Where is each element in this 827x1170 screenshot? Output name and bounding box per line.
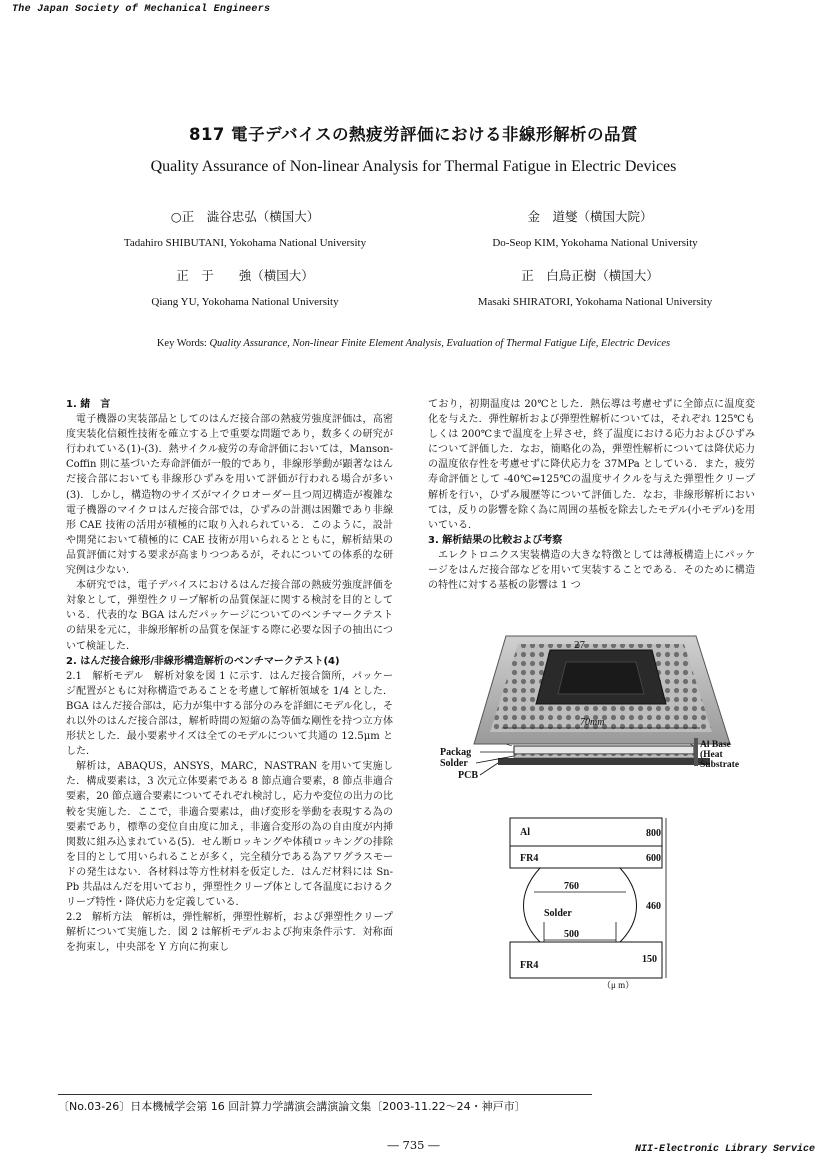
section-2-2-paragraph-1: 2.2 解析方法 解析は，弾性解析，弾塑性解析，および弾塑性クリープ解析について実施した．図 2 は解析モデルおよび拘束条件示す．対称面を拘束し，中央部を Y 方向に拘束し	[66, 912, 393, 954]
footer-citation: 〔No.03-26〕日本機械学会第 16 回計算力学講演会講演論文集〔2003-11.22～24・神戸市〕	[58, 1100, 526, 1113]
label-fr4-top: FR4	[520, 853, 539, 864]
label-600: 600	[646, 853, 661, 864]
author-1-name: ○正 澁谷忠弘（横国大）	[170, 209, 320, 224]
right-column	[428, 397, 755, 593]
label-fr4-bottom: FR4	[520, 960, 539, 971]
section-3-heading: 3. 解析結果の比較および考察	[428, 534, 563, 546]
section-solder	[514, 754, 694, 758]
library-service: NII-Electronic Library Service	[634, 1144, 815, 1155]
title-english: Quality Assurance of Non-linear Analysis for Thermal Fatigue in Electric Devices	[150, 158, 677, 175]
label-150: 150	[642, 954, 657, 965]
layer-al	[510, 818, 662, 846]
dimension-top-label: 27	[574, 639, 585, 651]
solder-ball-outline	[524, 868, 637, 942]
keywords-label: Key Words:	[156, 338, 207, 349]
figure-1-package	[438, 632, 758, 792]
label-al: Al	[520, 827, 530, 838]
bga-chip	[558, 662, 644, 694]
section-al-base	[694, 738, 698, 766]
page-number: ― 735 ―	[387, 1138, 440, 1152]
label-package: Packag	[440, 747, 472, 758]
label-800: 800	[646, 828, 661, 839]
section-2-heading: 2. はんだ接合線形/非線形構造解析のベンチマークテスト(4)	[66, 655, 340, 667]
label-al-base: Al Base	[700, 740, 731, 750]
author-2-name: 金 道燮（横国大院）	[527, 209, 653, 224]
title-japanese: 817 電子デバイスの熱疲労評価における非線形解析の品質	[188, 125, 639, 144]
figure-2-dimensions	[500, 812, 700, 990]
author-4-name: 正 白鳥正樹（横国大）	[521, 268, 659, 283]
section-2-1-paragraph-2: 解析は，ABAQUS，ANSYS，MARC，NASTRAN を用いて実施した．構成要素は，3 次元立体要素である 8 節点適合要素，8 節点非適合要素，20 節点適合要素についてそれぞれ検討し，応力や変位の出力の比較を実施した．ここで，非適合要素は，曲げ変形を挙動を表現する為の要素であり，標準の変位自由度に加え，非適合変形の為の自由度が内挿関数に組み込まれている(5)．せん断ロッキングや体積ロッキングの排除を目的として用いられることが多く，完全積分である為アワグラスモードの発生はない．各材料は等方性材料を仮定した．はんだ材料には Sn-Pb 共晶はんだを用いており，弾塑性クリープ体として各温度におけるクリープ特性・降伏応力を定義している．	[66, 761, 393, 909]
dimension-bottom-label: 70mm	[580, 717, 605, 728]
label-pcb: PCB	[458, 770, 478, 781]
arrow-pcb	[480, 763, 498, 775]
label-500: 500	[564, 929, 579, 940]
left-column	[66, 397, 393, 955]
label-heat: (Heat	[700, 750, 723, 760]
author-3-name: 正 于 強（横国大）	[176, 268, 314, 283]
section-2-1-paragraph-1: 2.1 解析モデル 解析対象を図 1 に示す．はんだ接合箇所，パッケージ配置がともに対称構造であることを考慮して解析領域を 1/4 とした．BGA はんだ接合部は，応力が集中する部分のみを詳細にモデル化し，それ以外のはんだ接合部は，解析時間の短縮の為等価な剛性を持つ立方体形状とした．最小要素サイズは全てのモデルについて共通の 12.5μm とした．	[66, 670, 393, 758]
section-1-paragraph-1: 電子機器の実装部品としてのはんだ接合部の熱疲労強度評価は，高密度実装化信頼性技術を確立する上で重要な問題であり，数多くの研究が行われている(1)-(3)．熱サイクル疲労の寿命評価においては，Manson-Coffin 則に基づいた寿命評価が一般的であり，非線形挙動が顕著なはんだ接合部においても非線形ひずみを用いて評価が行われる場合が多い(3)．しかし，構造物のサイズがマイクロオーダー且つ周辺構造が複雑な電子機器のマイクロはんだ接合部では，ひずみの計測は困難であり非線形 CAE 技術の活用が積極的に取り入れられている．このように，設計や開発において積極的に CAE 技術が用いられるとともに，解析結果の品質評価に対する要求が高まりつつあるが，それについての体系的な研究例は少ない．	[66, 414, 393, 577]
section-pcb	[498, 758, 710, 765]
unit-label: （μ m）	[602, 980, 635, 990]
author-2-affiliation: Do-Seop KIM, Yokohama National University	[492, 237, 698, 249]
label-solder: Solder	[544, 908, 572, 919]
section-package	[514, 746, 694, 754]
label-substrate: Substrate	[700, 760, 740, 770]
keywords-list: Quality Assurance, Non-linear Finite Element Analysis, Evaluation of Thermal Fatigue Life, Electric Devices	[209, 338, 671, 349]
footer-divider	[58, 1094, 592, 1095]
author-3-affiliation: Qiang YU, Yokohama National University	[151, 296, 339, 308]
author-4-affiliation: Masaki SHIRATORI, Yokohama National University	[477, 296, 713, 308]
section-1-paragraph-2: 本研究では，電子デバイスにおけるはんだ接合部の熱疲労強度評価を対象として，弾塑性クリープ解析の品質保証に関する検討を目的としている．代表的な BGA はんだパッケージについてのベンチマークテストの結果を元に，非線形解析の品質を保証する際に必要な因子の抽出について検証した．	[66, 580, 393, 652]
section-1-heading: 1. 緒 言	[66, 399, 111, 410]
author-1-affiliation: Tadahiro SHIBUTANI, Yokohama National University	[123, 237, 367, 249]
society-header: The Japan Society of Mechanical Engineers	[12, 4, 271, 15]
label-solder: Solder	[440, 758, 468, 769]
label-460: 460	[646, 901, 661, 912]
right-paragraph-1: ており，初期温度は 20℃とした．熱伝導は考慮せずに全節点に温度変化を与えた．弾性解析および弾塑性解析については，それぞれ 125℃もしくは 200℃まで温度を上昇させ，終了温度における応力およびひずみについて評価した．なお，簡略化の為，弾塑性解析については降伏応力の温度依存性を考慮せずに降伏応力を 37MPa としている．また，疲労寿命評価として -40℃⇔125℃の温度サイクルを与えた弾塑性クリープ解析を行い，ひずみ履歴等について評価した．なお，非線形解析においては，反りの影響を除く為に周囲の基板を除去したモデル(小モデル)を用いている．	[428, 399, 755, 531]
keywords	[0, 338, 827, 349]
section-3-paragraph-1: エレクトロニクス実装構造の大きな特徴としては薄板構造上にパッケージをはんだ接合部などを用いて実装することである．そのために構造の特性に対する基板の影響は 1 つ	[428, 549, 755, 592]
label-760: 760	[564, 881, 579, 892]
